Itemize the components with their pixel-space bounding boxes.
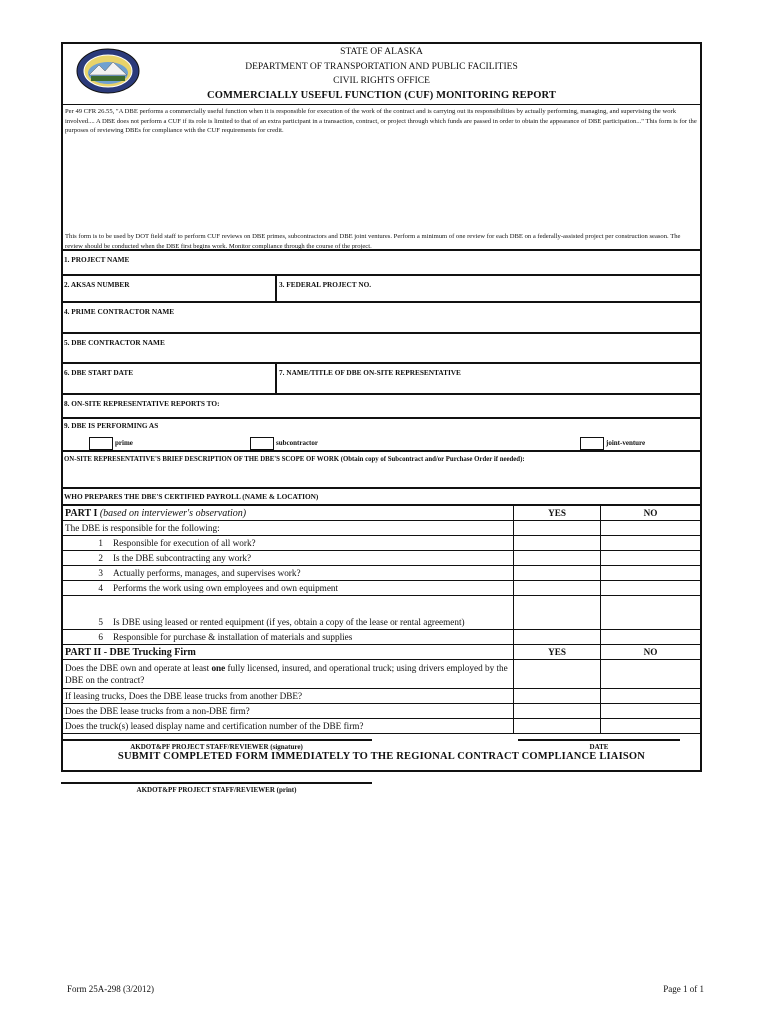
aksas-number-label: 2. AKSAS NUMBER	[64, 280, 130, 289]
office-name: CIVIL RIGHTS OFFICE	[333, 76, 430, 86]
subcontractor-checkbox[interactable]	[250, 437, 274, 450]
prime-contractor-field[interactable]	[63, 303, 700, 334]
submit-text: SUBMIT COMPLETED FORM IMMEDIATELY TO THE REGIONAL CONTRACT COMPLIANCE LIAISON	[117, 751, 646, 762]
table-row: 4 Performs the work using own employees and own equipment	[63, 581, 700, 596]
performing-as-label: 9. DBE IS PERFORMING AS	[64, 421, 159, 430]
question-text: Does the DBE lease trucks from a non-DBE firm?	[63, 704, 514, 719]
project-name-label: 1. PROJECT NAME	[64, 255, 130, 264]
state-name: STATE OF ALASKA	[340, 47, 423, 57]
question-text: Performs the work using own employees and own equipment	[113, 583, 339, 593]
question-text: Does the truck(s) leased display name and certification number of the DBE firm?	[63, 719, 514, 734]
form-title: COMMERCIALLY USEFUL FUNCTION (CUF) MONITORING REPORT	[207, 89, 556, 101]
question-text: If leasing trucks, Does the DBE lease trucks from another DBE?	[63, 689, 514, 704]
yes-cell[interactable]	[514, 630, 601, 645]
yes-cell[interactable]	[514, 689, 601, 704]
form-header	[63, 44, 700, 105]
intro-text	[63, 105, 700, 251]
intro-paragraph-2: This form is to be used by DOT field staff to perform CUF reviews on DBE primes, subcontractors and DBE joint ventures. Perform a minimum of one review for each DBE on a federally-assisted project per construction season. The review should be conducted when the DBE first begins work. Monitor compliance through the course of the project.	[65, 233, 681, 250]
signature-label: AKDOT&PF PROJECT STAFF/REVIEWER (signature)	[130, 743, 303, 751]
question-text: Is DBE using leased or rented equipment (if yes, obtain a copy of the lease or rental agreement)	[113, 617, 465, 627]
dbe-start-date-label: 6. DBE START DATE	[64, 368, 134, 377]
subcontractor-option-label: subcontractor	[276, 439, 318, 447]
question-text: Responsible for purchase & installation of materials and supplies	[113, 632, 353, 642]
table-row: 1 Responsible for execution of all work?	[63, 536, 700, 551]
intro-paragraph-1: Per 49 CFR 26.55, "A DBE performs a commercially useful function when it is responsible for execution of the work of the contract and is carrying out its responsibilities by actually performing, managing, and supervising the work involved.... A DBE does not perform a CUF if its role is limited to that of an extra participant in a transaction, contract, or project through which funds are passed in order to obtain the appearance of DBE participation..." This form is for the purposes of reviewing DBEs for compliance with the CUF requirements for credit.	[65, 108, 697, 135]
date-label: DATE	[589, 743, 609, 751]
question-text: Is the DBE subcontracting any work?	[113, 553, 252, 563]
table-row: 5 Is DBE using leased or rented equipment (if yes, obtain a copy of the lease or rental agreement)	[63, 596, 700, 630]
no-cell[interactable]	[601, 581, 701, 596]
federal-project-field[interactable]	[277, 276, 700, 301]
no-cell[interactable]	[601, 551, 701, 566]
print-name-label: AKDOT&PF PROJECT STAFF/REVIEWER (print)	[136, 786, 297, 794]
part1-lead: The DBE is responsible for the following:	[63, 521, 514, 536]
part2-yes-header: YES	[514, 645, 601, 660]
state-seal-icon	[75, 47, 141, 95]
payroll-label: WHO PREPARES THE DBE'S CERTIFIED PAYROLL (NAME & LOCATION)	[64, 492, 319, 501]
yes-cell[interactable]	[514, 660, 601, 689]
scope-of-work-field[interactable]	[63, 452, 700, 489]
yes-cell[interactable]	[514, 536, 601, 551]
no-cell[interactable]	[601, 660, 701, 689]
no-cell[interactable]	[601, 630, 701, 645]
no-cell[interactable]	[601, 596, 701, 630]
joint-venture-checkbox[interactable]	[580, 437, 604, 450]
part1-header-row	[63, 506, 700, 521]
table-row	[63, 689, 700, 704]
reports-to-field[interactable]	[63, 395, 700, 419]
cuf-form	[61, 42, 702, 772]
table-row: 6 Responsible for purchase & installation of materials and supplies	[63, 630, 700, 645]
aksas-federal-row	[63, 276, 700, 303]
yes-cell[interactable]	[514, 551, 601, 566]
part1-yes-header: YES	[514, 506, 601, 521]
part1-table	[63, 506, 700, 734]
no-cell[interactable]	[601, 689, 701, 704]
aksas-number-field[interactable]	[63, 276, 275, 301]
performing-as-row	[63, 419, 700, 452]
signature-line[interactable]	[61, 739, 372, 741]
no-cell[interactable]	[601, 704, 701, 719]
yes-cell[interactable]	[514, 581, 601, 596]
table-row: 3 Actually performs, manages, and supervises work?	[63, 566, 700, 581]
reports-to-label: 8. ON-SITE REPRESENTATIVE REPORTS TO:	[64, 399, 220, 408]
part1-no-header: NO	[601, 506, 701, 521]
dbe-contractor-label: 5. DBE CONTRACTOR NAME	[64, 338, 165, 347]
onsite-rep-field[interactable]	[277, 364, 700, 393]
dbe-start-date-field[interactable]	[63, 364, 275, 393]
department-name: DEPARTMENT OF TRANSPORTATION AND PUBLIC FACILITIES	[245, 61, 518, 72]
page-number: Page 1 of 1	[663, 984, 704, 994]
part2-header-row	[63, 645, 700, 660]
payroll-field[interactable]	[63, 489, 700, 506]
question-text: Actually performs, manages, and supervises work?	[113, 568, 301, 578]
no-cell[interactable]	[601, 566, 701, 581]
no-cell[interactable]	[601, 719, 701, 734]
start-rep-row	[63, 364, 700, 395]
onsite-rep-label: 7. NAME/TITLE OF DBE ON-SITE REPRESENTATIVE	[279, 368, 461, 377]
yes-cell[interactable]	[514, 704, 601, 719]
table-row	[63, 704, 700, 719]
scope-of-work-label: ON-SITE REPRESENTATIVE'S BRIEF DESCRIPTION OF THE DBE'S SCOPE OF WORK (Obtain copy of Subcontract and/or Purchase Order if needed):	[64, 456, 525, 463]
joint-venture-option-label: joint-venture	[606, 439, 646, 447]
federal-project-label: 3. FEDERAL PROJECT NO.	[279, 280, 372, 289]
date-line[interactable]	[518, 739, 680, 741]
form-number: Form 25A-298 (3/2012)	[67, 984, 154, 994]
table-row	[63, 719, 700, 734]
yes-cell[interactable]	[514, 596, 601, 630]
table-row: Does the DBE own and operate at least one fully licensed, insured, and operational truck; using drivers employed by the DBE on the contract?	[63, 660, 700, 689]
part1-subtitle: (based on interviewer's observation)	[99, 507, 247, 519]
prime-checkbox[interactable]	[89, 437, 113, 450]
yes-cell[interactable]	[514, 719, 601, 734]
part2-title: PART II - DBE Trucking Firm	[63, 645, 514, 660]
part2-no-header: NO	[601, 645, 701, 660]
project-name-field[interactable]	[63, 251, 700, 276]
question-text: Responsible for execution of all work?	[113, 538, 256, 548]
prime-contractor-label: 4. PRIME CONTRACTOR NAME	[64, 307, 175, 316]
no-cell[interactable]	[601, 536, 701, 551]
yes-cell[interactable]	[514, 566, 601, 581]
prime-option-label: prime	[115, 439, 133, 447]
print-name-line[interactable]	[61, 782, 372, 784]
table-row: 2 Is the DBE subcontracting any work?	[63, 551, 700, 566]
dbe-contractor-field[interactable]	[63, 334, 700, 364]
part1-title: PART I	[65, 507, 98, 519]
part1-lead-row	[63, 521, 700, 536]
